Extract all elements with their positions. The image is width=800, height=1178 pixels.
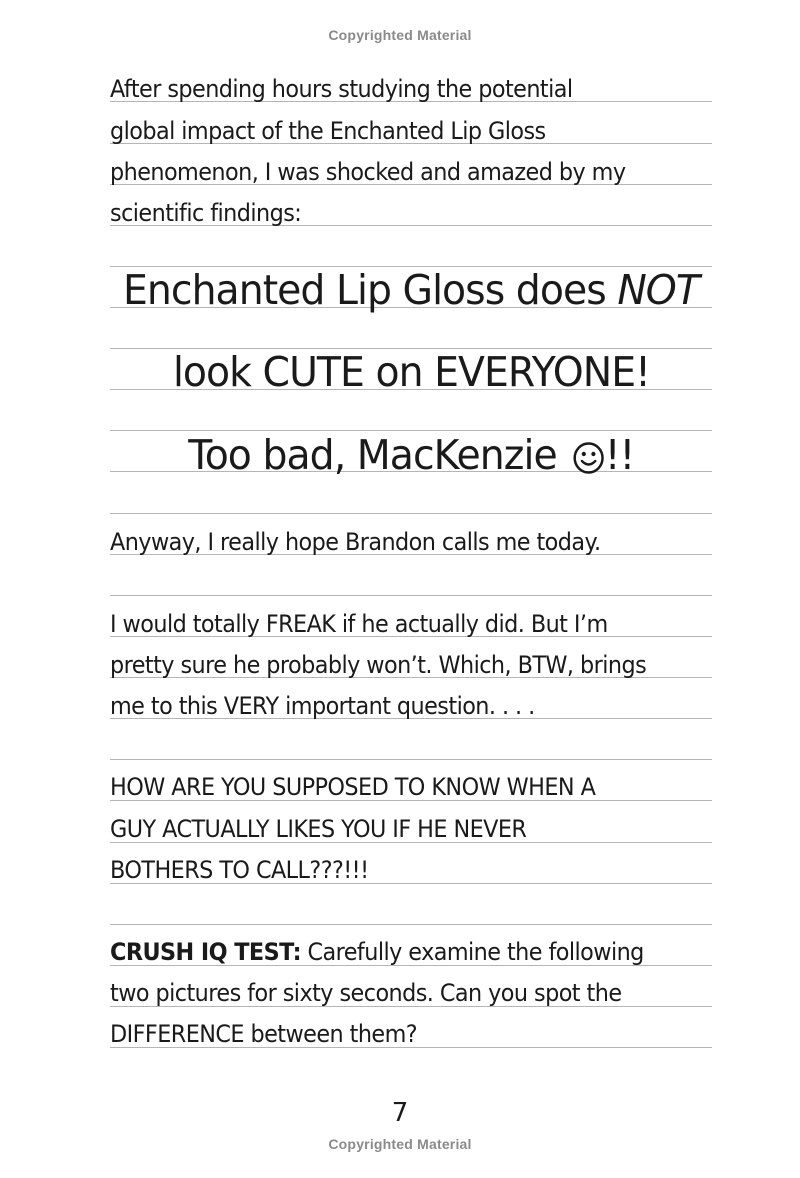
text-line: two pictures for sixty seconds. Can you spot the bbox=[110, 979, 622, 1007]
text-line: I would totally FREAK if he actually did. But I’m bbox=[110, 610, 608, 638]
headline-emphasis: NOT bbox=[617, 266, 699, 314]
rule-line bbox=[110, 513, 712, 514]
text-line: After spending hours studying the potential bbox=[110, 75, 573, 103]
text-span: Carefully examine the following bbox=[300, 938, 644, 966]
headline-text: Too bad, MacKenzie bbox=[187, 431, 568, 479]
text-line: phenomenon, I was shocked and amazed by my bbox=[110, 158, 626, 186]
rule-line bbox=[110, 759, 712, 760]
headline-line-2 bbox=[110, 347, 712, 397]
headline-line-1 bbox=[110, 265, 712, 315]
text-line: global impact of the Enchanted Lip Gloss bbox=[110, 117, 546, 145]
smiley-face-icon bbox=[572, 441, 605, 475]
rule-line bbox=[110, 924, 712, 925]
crush-iq-label: CRUSH IQ TEST: bbox=[110, 938, 301, 966]
headline-text: Enchanted Lip Gloss does bbox=[123, 266, 618, 314]
rule-line bbox=[110, 595, 712, 596]
headline-line-3 bbox=[110, 430, 712, 480]
text-line: BOTHERS TO CALL???!!! bbox=[110, 856, 369, 884]
headline-text: look CUTE on EVERYONE! bbox=[172, 348, 650, 396]
text-line: me to this VERY important question. . . . bbox=[110, 692, 535, 720]
text-line bbox=[110, 937, 670, 967]
text-line: HOW ARE YOU SUPPOSED TO KNOW WHEN A bbox=[110, 773, 596, 801]
paragraph-brandon: Anyway, I really hope Brandon calls me today. bbox=[110, 528, 601, 556]
page-number: 7 bbox=[391, 1098, 409, 1128]
headline-exclamation: !! bbox=[604, 431, 635, 479]
text-line: DIFFERENCE between them? bbox=[110, 1020, 418, 1048]
watermark-top: Copyrighted Material bbox=[328, 27, 472, 43]
text-line: GUY ACTUALLY LIKES YOU IF HE NEVER bbox=[110, 815, 527, 843]
text-line: pretty sure he probably won’t. Which, BTW, brings bbox=[110, 651, 647, 679]
text-line: scientific findings: bbox=[110, 199, 302, 227]
watermark-bottom: Copyrighted Material bbox=[328, 1136, 472, 1152]
